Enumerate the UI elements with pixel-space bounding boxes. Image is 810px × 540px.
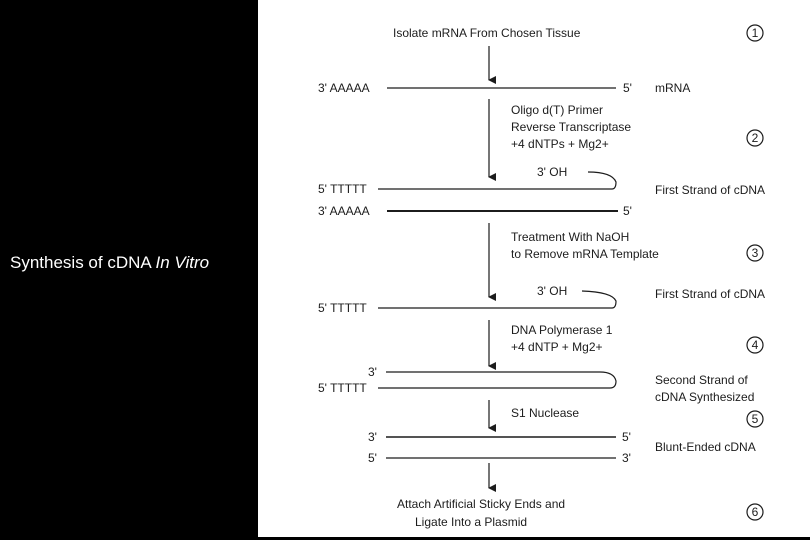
step-polymerase-text-1: DNA Polymerase 1 [511, 323, 613, 337]
template-5prime-label: 5' [623, 204, 632, 218]
second-strand-label-2: cDNA Synthesized [655, 390, 755, 404]
step-isolate-text: Isolate mRNA From Chosen Tissue [393, 26, 581, 40]
hairpin-5prime-label: 5' TTTTT [318, 381, 367, 395]
mrna-3prime-label: 3' AAAAA [318, 81, 370, 95]
step-primer-text-1: Oligo d(T) Primer [511, 103, 604, 117]
naoh-strand-5prime-label: 5' TTTTT [318, 301, 367, 315]
cdna-synthesis-figure [258, 0, 810, 537]
mrna-label: mRNA [655, 81, 691, 95]
first-strand-3oh-label: 3' OH [537, 165, 568, 179]
second-strand-3prime-label: 3' [368, 365, 377, 379]
slide-title-italic: In Vitro [155, 253, 210, 272]
title-panel [0, 0, 258, 540]
first-strand-5prime-label: 5' TTTTT [318, 182, 367, 196]
first-strand-cdna [378, 172, 616, 189]
template-3prime-label: 3' AAAAA [318, 204, 370, 218]
first-strand-cdna-after-naoh [378, 291, 616, 308]
blunt-ended-label: Blunt-Ended cDNA [655, 440, 756, 454]
step-naoh-text-1: Treatment With NaOH [511, 230, 630, 244]
blunt-top-5prime-label: 5' [622, 430, 631, 444]
blunt-top-3prime-label: 3' [368, 430, 377, 444]
mrna-5prime-label: 5' [623, 81, 632, 95]
step-polymerase-text-2: +4 dNTP + Mg2+ [511, 340, 603, 354]
second-strand-label-1: Second Strand of [655, 373, 748, 387]
first-strand-label-after-naoh: First Strand of cDNA [655, 287, 766, 301]
cdna-synthesis-diagram [258, 0, 810, 537]
step-naoh-text-2: to Remove mRNA Template [511, 247, 659, 261]
step-number-6: 6 [751, 505, 759, 519]
step-number-1: 1 [751, 26, 759, 40]
first-strand-label: First Strand of cDNA [655, 183, 766, 197]
step-number-3: 3 [751, 246, 759, 260]
step-attach-text-2: Ligate Into a Plasmid [415, 515, 528, 529]
step-primer-text-3: +4 dNTPs + Mg2+ [511, 137, 609, 151]
first-strand-hairpin [378, 372, 616, 388]
blunt-bottom-3prime-label: 3' [622, 451, 631, 465]
naoh-strand-3oh-label: 3' OH [537, 284, 568, 298]
step-number-2: 2 [751, 131, 759, 145]
step-s1-nuclease-text: S1 Nuclease [511, 406, 580, 420]
step-primer-text-2: Reverse Transcriptase [511, 120, 632, 134]
step-number-5: 5 [751, 412, 759, 426]
step-number-4: 4 [751, 338, 759, 352]
step-attach-text-1: Attach Artificial Sticky Ends and [397, 497, 566, 511]
slide-title [10, 253, 209, 273]
blunt-bottom-5prime-label: 5' [368, 451, 377, 465]
slide-title-main: Synthesis of cDNA [10, 253, 156, 272]
